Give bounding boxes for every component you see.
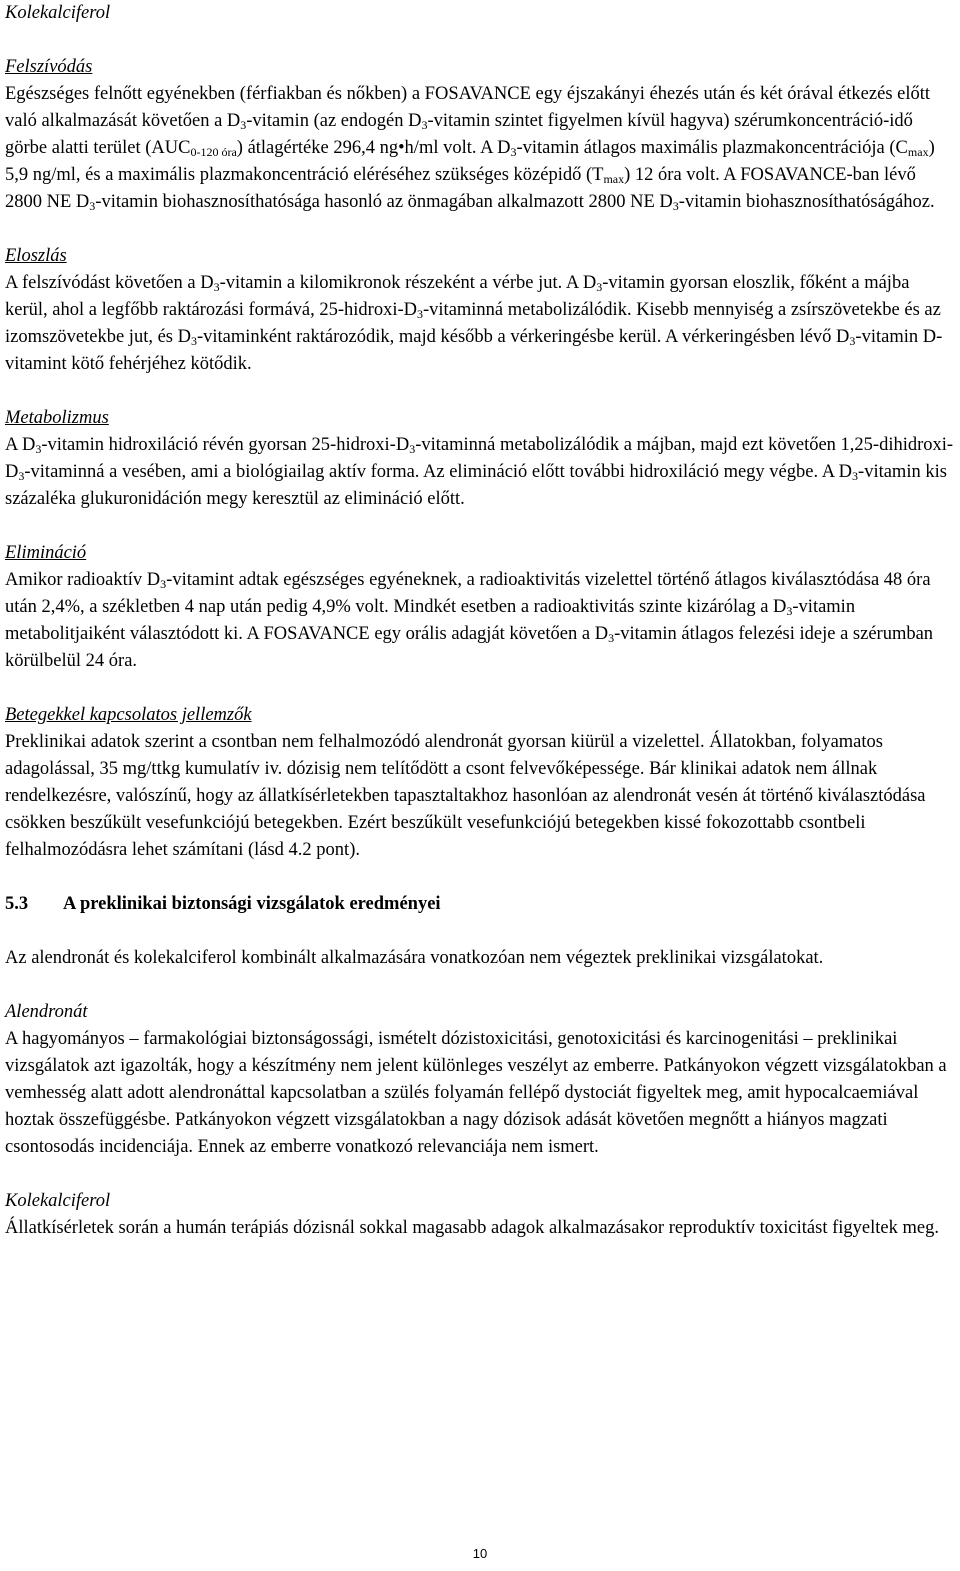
paragraph-alendronat: A hagyományos – farmakológiai biztonságossági, ismételt dózistoxicitási, genotoxicitási és karcinogenitási – preklinikai vizsgálatok azt igazolták, hogy a készítmény nem jelent különleges veszélyt az emberre. Patkányokon végzett vizsgálatokban a vemhesség alatt adott alendronáttal kapcsolatban a szülés folyamán fellépő dystociát figyeltek meg, amit hypocalcaemiával hoztak összefüggésbe. Patkányokon végzett vizsgálatokban a nagy dózisok adását követően megnőtt a hiányos magzati csontosodás incidenciája. Ennek az emberre vonatkozó relevanciája nem ismert. [5,1029,947,1157]
paragraph-section53-intro: Az alendronát és kolekalciferol kombinált alkalmazására vonatkozóan nem végeztek preklinikai vizsgálatokat. [5,948,824,968]
document-page [5,0,955,1242]
heading-metabolizmus: Metabolizmus [5,408,109,428]
paragraph-metabolizmus: A $D_3$-vitamin hidroxiláció révén gyorsan $25-hidroxi-D_3$-vitaminná metabolizálódik a májban, majd ezt követően $1,25-dihidroxi-D_3$-vitaminná a vesében, ami a biológiailag aktív forma. Az elimináció előtt további hidroxiláció megy végbe. A $D_3$-vitamin kis százaléka glukuronidáción megy keresztül az elimináció előtt. [5,435,954,509]
heading-alendronat: Alendronát [5,1002,88,1022]
paragraph-kolekalciferol-preclinical: Állatkísérletek során a humán terápiás dózisnál sokkal magasabb adagok alkalmazásakor reproduktív toxicitást figyeltek meg. [5,1218,939,1238]
section-number: 5.3 [5,894,29,914]
heading-eloszlas: Eloszlás [5,246,67,266]
heading-kolekalciferol-preclinical: Kolekalciferol [5,1191,111,1211]
page-number: 10 [472,1546,488,1561]
section-heading-5-3 [5,891,955,918]
section-title-kolekalciferol: Kolekalciferol [5,3,111,23]
heading-betegek: Betegekkel kapcsolatos jellemzők [5,705,252,725]
paragraph-eliminacio: Amikor radioaktív $D_3$-vitamint adtak egészséges egyéneknek, a radioaktivitás vizelettel történő átlagos kiválasztódása 48 óra után 2,4%, a székletben 4 nap után pedig 4,9% volt. Mindkét esetben a radioaktivitás szinte kizárólag a $D_3$-vitamin metabolitjaiként választódott ki. A FOSAVANCE egy orális adagját követően a $D_3$-vitamin átlagos felezési ideje a szérumban körülbelül 24 óra. [5,570,934,671]
section-title: A preklinikai biztonsági vizsgálatok eredményei [63,894,441,914]
paragraph-felszivodas: Egészséges felnőtt egyénekben (férfiakban és nőkben) a FOSAVANCE egy éjszakányi éhezés után és két órával étkezés előtt való alkalmazását követően a $D_3$-vitamin (az endogén $D_3$-vitamin szintet figyelmen kívül hagyva) szérumkoncentráció-idő görbe alatti terület $(AUC_{0-120 óra})$ átlagértéke 296,4 ng•h/ml volt. A $D_3$-vitamin átlagos maximális plazmakoncentrációja $(C_{max})$ 5,9 ng/ml, és a maximális plazmakoncentráció eléréséhez szükséges középidő $(T_{max})$ 12 óra volt. A FOSAVANCE-ban lévő 2800 NE $D_3$-vitamin biohasznosíthatósága hasonló az önmagában alkalmazott 2800 NE $D_3$-vitamin biohasznosíthatóságához. [5,84,935,213]
paragraph-betegek: Preklinikai adatok szerint a csontban nem felhalmozódó alendronát gyorsan kiürül a vizelettel. Állatokban, folyamatos adagolással, 35 mg/ttkg kumulatív iv. dózisig nem telítődött a csont felvevőképessége. Bár klinikai adatok nem állnak rendelkezésre, valószínű, hogy az állatkísérletekben tapasztaltakhoz hasonlóan az alendronát vesén át történő kiválasztódása csökken beszűkült vesefunkciójú betegekben. Ezért beszűkült vesefunkciójú betegekben kissé fokozottabb csontbeli felhalmozódásra lehet számítani (lásd 4.2 pont). [5,732,926,860]
heading-eliminacio: Elimináció [5,543,87,563]
heading-felszivodas: Felszívódás [5,57,93,77]
paragraph-eloszlas: A felszívódást követően a $D_3$-vitamin a kilomikronok részeként a vérbe jut. A $D_3$-vitamin gyorsan eloszlik, főként a májba kerül, ahol a legfőbb raktározási formává, $25-hidroxi-D_3$-vitaminná metabolizálódik. Kisebb mennyiség a zsírszövetekbe és az izomszövetekbe jut, és $D_3$-vitaminként raktározódik, majd később a vérkeringésbe kerül. A vérkeringésben lévő $D_3$-vitamin D-vitamint kötő fehérjéhez kötődik. [5,273,943,374]
